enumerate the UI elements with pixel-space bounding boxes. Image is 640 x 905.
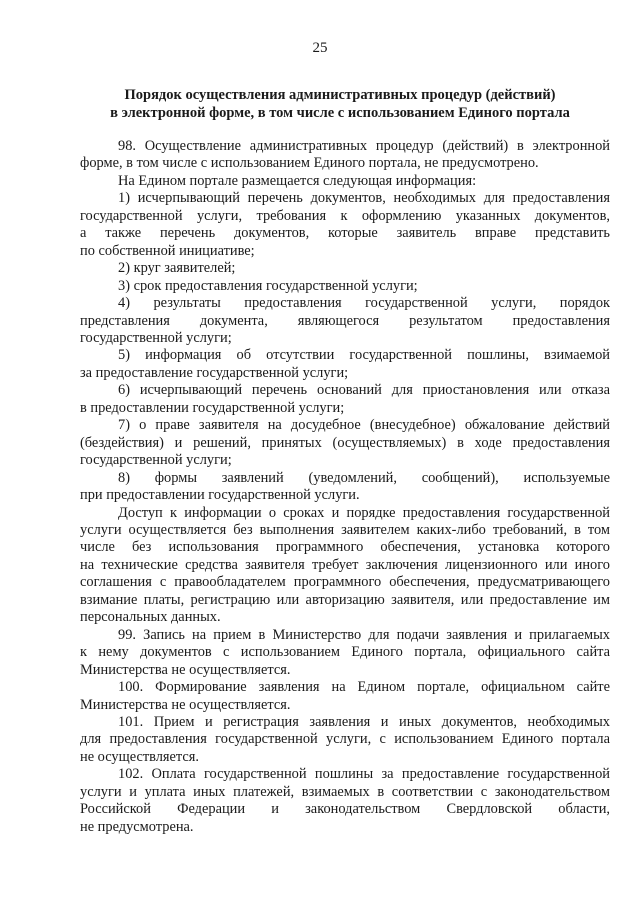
text-line: для предоставления государственной услуги, с использованием Единого портала [80,731,610,748]
text-line: 101. Прием и регистрация заявления и иных документов, необходимых [118,713,610,730]
text-line: 99. Запись на прием в Министерство для подачи заявления и прилагаемых [118,626,610,643]
text-line: не осуществляется. [80,748,199,765]
text-line: 6) исчерпывающий перечень оснований для приостановления или отказа [118,382,610,399]
text-line: персональных данных. [80,609,221,626]
text-line: а также перечень документов, которые заявитель вправе представить [80,225,610,242]
text-line: 1) исчерпывающий перечень документов, необходимых для предоставления [118,190,610,207]
text-line: в предоставлении государственной услуги; [80,399,345,416]
text-line: 98. Осуществление административных процедур (действий) в электронной [118,138,610,154]
text-line: Российской Федерации и законодательством Свердловской области, [80,801,610,818]
text-line: (бездействия) и решений, принятых (осуществляемых) в ходе предоставления [80,434,610,451]
text-line: не предусмотрена. [80,818,194,835]
text-line: на технические средства заявителя требует заключения лицензионного или иного [80,556,610,573]
text-line: 100. Формирование заявления на Едином портале, официальном сайте [118,679,610,696]
text-line: Министерства не осуществляется. [80,696,291,713]
text-line: числе без использования программного обеспечения, установка которого [80,539,610,556]
text-line: государственной услуги; [80,452,232,469]
section-heading [70,86,610,122]
text-line: взимание платы, регистрацию или авторизацию заявителя, или предоставление им [80,591,610,608]
text-line: 7) о праве заявителя на досудебное (внесудебное) обжалование действий [118,417,610,434]
text-line: государственной услуги, требования к оформлению указанных документов, [80,207,610,224]
text-line: за предоставление государственной услуги; [80,364,349,381]
text-line: 2) круг заявителей; [118,260,236,277]
text-line: На Едином портале размещается следующая информация: [118,172,477,189]
text-line: при предоставлении государственной услуги. [80,487,360,504]
document-body [80,138,610,836]
text-line: 5) информация об отсутствии государственной пошлины, взимаемой [118,347,610,364]
text-line: 8) формы заявлений (уведомлений, сообщений), используемые [118,469,610,486]
text-line: услуги осуществляется без выполнения заявителем каких-либо требований, в том [80,521,610,538]
text-line: 3) срок предоставления государственной услуги; [118,277,418,294]
text-line: по собственной инициативе; [80,242,255,259]
text-line: форме, в том числе с использованием Единого портала, не предусмотрено. [80,155,539,172]
text-line: Доступ к информации о сроках и порядке предоставления государственной [118,504,610,521]
text-line: представления документа, являющегося результатом предоставления [80,312,610,329]
text-line: Министерства не осуществляется. [80,661,291,678]
text-line: соглашения с правообладателем программного обеспечения, предусматривающего [80,574,610,591]
text-line: услуги и уплата иных платежей, взимаемых в соответствии с законодательством [80,783,610,800]
heading-line-2: в электронной форме, в том числе с использованием Единого портала [110,105,570,121]
heading-line-1: Порядок осуществления административных процедур (действий) [124,87,556,103]
text-line: государственной услуги; [80,329,232,346]
text-line: к нему документов с использованием Единого портала, официального сайта [80,644,610,661]
page-number: 25 [312,40,328,56]
text-line: 4) результаты предоставления государственной услуги, порядок [118,295,610,312]
text-line: 102. Оплата государственной пошлины за предоставление государственной [118,766,610,783]
